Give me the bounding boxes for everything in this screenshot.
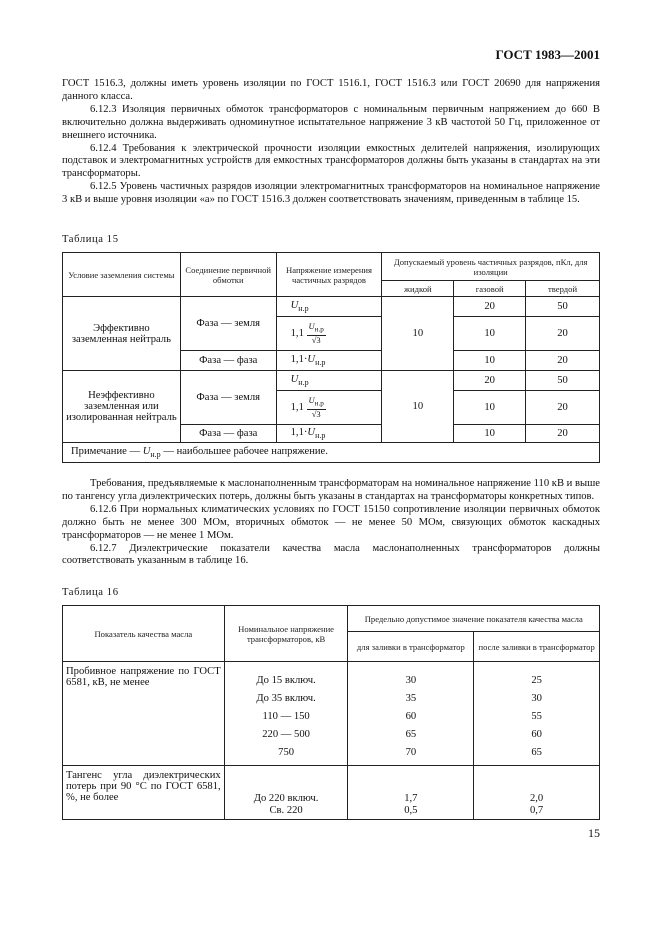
- solid-r3: 20: [526, 351, 600, 371]
- th-ground-condition: Условие заземления системы: [63, 253, 181, 297]
- nom-value: До 15 включ.: [256, 675, 316, 686]
- conn-phase-earth-2: Фаза — земля: [180, 371, 276, 425]
- liquid-value-1: 10: [382, 297, 454, 371]
- liquid-value-2: 10: [382, 371, 454, 443]
- before-value: 1,7: [404, 793, 418, 804]
- paragraph-6-12-5: 6.12.5 Уровень частичных разрядов изоляции электромагнитных трансформаторов на номинальное напряжение 3 кВ и выше уровня изоляции «а» по ГОСТ 1516.3 должен соответствовать значениям, приведенным в таблице 15.: [62, 181, 600, 206]
- nom-value: До 220 включ.: [253, 793, 319, 804]
- before-fill-list-1: [348, 662, 474, 766]
- after-value: 0,7: [529, 805, 544, 816]
- th-oil-indicator: Показатель качества масла: [63, 606, 225, 662]
- th-pd-level: Допускаемый уровень частичных разрядов, пКл, для изоляции: [382, 253, 600, 281]
- volt-frac-1: 1,1 $\frac{U_{н.р}}{√3}$: [276, 317, 382, 351]
- gas-r3: 10: [454, 351, 526, 371]
- page-number: 15: [588, 826, 600, 840]
- before-value: 60: [405, 711, 417, 722]
- volt-coef-u-2: $1,1\cdot U_{н.р}$: [276, 425, 382, 443]
- nom-value: 750: [278, 747, 295, 758]
- volt-frac-2: 1,1 $\frac{U_{н.р}}{√3}$: [276, 391, 382, 425]
- gas-r4: 20: [454, 371, 526, 391]
- indicator-breakdown-voltage: Пробивное напряжение по ГОСТ 6581, кВ, не менее: [63, 662, 225, 766]
- before-value: 30: [405, 675, 417, 686]
- th-before-fill: для заливки в трансформатор: [348, 632, 474, 662]
- table-15: [62, 252, 600, 463]
- gas-r5: 10: [454, 391, 526, 425]
- nom-value: Св. 220: [269, 805, 303, 816]
- gas-r6: 10: [454, 425, 526, 443]
- nom-value: До 35 включ.: [256, 693, 316, 704]
- table-16: [62, 605, 600, 820]
- after-fill-list-1: [474, 662, 600, 766]
- solid-r6: 20: [526, 425, 600, 443]
- gas-r1: 20: [454, 297, 526, 317]
- volt-u-1: $U_{н.р}$: [276, 297, 382, 317]
- before-value: 65: [405, 729, 417, 740]
- th-after-fill: после заливки в трансформатор: [474, 632, 600, 662]
- nominal-voltage-list-2: [224, 766, 348, 820]
- paragraph-6-12-6: 6.12.6 При нормальных климатических условиях по ГОСТ 15150 сопротивление изоляции первичных обмоток должно быть не менее 300 МОм, вторичных обмоток — не менее 50 МОм, связующих обмоток каскадных трансформаторов — не менее 1 МОм.: [62, 503, 600, 541]
- table15-note: Примечание — $U_{н.р}$ — наибольшее рабочее напряжение.: [63, 443, 600, 463]
- nom-value: 110 — 150: [262, 711, 310, 722]
- cond-ineffective: Неэффективно заземленная или изолированная нейтраль: [63, 371, 181, 443]
- table16-caption: Таблица 16: [62, 587, 119, 598]
- volt-u-2: $U_{н.р}$: [276, 371, 382, 391]
- volt-coef-u-1: $1,1\cdot U_{н.р}$: [276, 351, 382, 371]
- after-value: 60: [531, 729, 542, 740]
- paragraph-6-12-7: 6.12.7 Диэлектрические показатели качества масла маслонаполненных трансформаторов должны соответствовать указанным в таблице 16.: [62, 542, 600, 567]
- paragraph-oil-requirements: Требования, предъявляемые к маслонаполненным трансформаторам на номинальное напряжение 110 кВ и выше по тангенсу угла диэлектрических потерь, должны быть указаны в стандартах на трансформаторы конкретных типов.: [62, 478, 600, 502]
- indicator-dissipation-factor: Тангенс угла диэлектрических потерь при 90 °С по ГОСТ 6581, %, не более: [63, 766, 225, 820]
- body-text-middle: [62, 478, 600, 568]
- before-value: 70: [405, 747, 417, 758]
- nominal-voltage-list-1: [224, 662, 348, 766]
- after-value: 65: [531, 747, 542, 758]
- th-solid: твердой: [526, 281, 600, 297]
- before-fill-list-2: [348, 766, 474, 820]
- before-value: 0,5: [404, 805, 418, 816]
- th-liquid: жидкой: [382, 281, 454, 297]
- document-header: ГОСТ 1983—2001: [495, 47, 600, 62]
- conn-phase-phase-1: Фаза — фаза: [180, 351, 276, 371]
- cond-effective: Эффективно заземленная нейтраль: [63, 297, 181, 371]
- solid-r4: 50: [526, 371, 600, 391]
- conn-phase-earth-1: Фаза — земля: [180, 297, 276, 351]
- after-value: 30: [531, 693, 542, 704]
- th-measurement-voltage: Напряжение измерения частичных разрядов: [276, 253, 382, 297]
- paragraph-continuation: ГОСТ 1516.3, должны иметь уровень изоляции по ГОСТ 1516.1, ГОСТ 1516.3 или ГОСТ 20690 для напряжения данного класса.: [62, 78, 600, 102]
- th-limit-value: Предельно допустимое значение показателя качества масла: [348, 606, 600, 632]
- conn-phase-phase-2: Фаза — фаза: [180, 425, 276, 443]
- after-value: 25: [531, 675, 542, 686]
- after-value: 55: [531, 711, 542, 722]
- before-value: 35: [405, 693, 417, 704]
- nom-value: 220 — 500: [262, 729, 310, 740]
- solid-r2: 20: [526, 317, 600, 351]
- after-fill-list-2: [474, 766, 600, 820]
- gas-r2: 10: [454, 317, 526, 351]
- body-text-top: [62, 78, 600, 207]
- table15-caption: Таблица 15: [62, 234, 119, 245]
- th-nominal-voltage: Номинальное напряжение трансформаторов, кВ: [224, 606, 348, 662]
- solid-r1: 50: [526, 297, 600, 317]
- paragraph-6-12-3: 6.12.3 Изоляция первичных обмоток трансформаторов с номинальным первичным напряжением до 660 В включительно должна выдерживать одноминутное испытательное напряжение 3 кВ частотой 50 Гц, приложенное от внешнего источника.: [62, 103, 600, 141]
- th-winding-connection: Соединение первичной обмотки: [180, 253, 276, 297]
- th-gas: газовой: [454, 281, 526, 297]
- after-value: 2,0: [529, 793, 544, 804]
- paragraph-6-12-4: 6.12.4 Требования к электрической прочности изоляции емкостных делителей напряжения, изолирующих подставок и электромагнитных устройств для емкостных трансформаторов должны быть указаны в стандартах на эти трансформаторы.: [62, 142, 600, 180]
- solid-r5: 20: [526, 391, 600, 425]
